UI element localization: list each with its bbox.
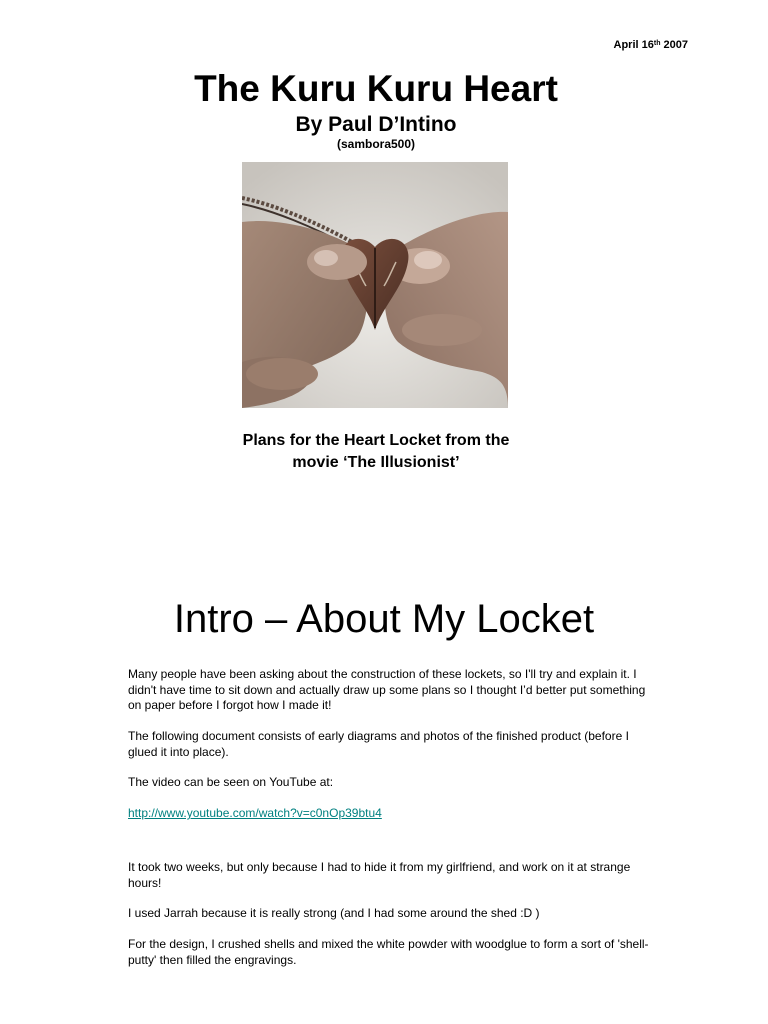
caption-line-1: Plans for the Heart Locket from the: [242, 432, 510, 449]
photo-caption: [184, 430, 568, 474]
intro-paragraph-2: The following document consists of early diagrams and photos of the finished product (before I glued it into place).: [128, 729, 629, 759]
author-handle: (sambora500): [336, 137, 416, 151]
section-heading: Intro – About My Locket: [173, 597, 595, 641]
document-author: By Paul D’Intino: [295, 113, 457, 136]
document-date: [614, 38, 689, 52]
photo-hands-holding-heart-locket-icon: [242, 162, 508, 408]
intro-paragraph-6: I used Jarrah because it is really strong (and I had some around the shed :D ): [128, 906, 540, 920]
date-year: 2007: [660, 39, 688, 51]
document-title: The Kuru Kuru Heart: [194, 68, 558, 109]
intro-paragraph-5: It took two weeks, but only because I had to hide it from my girlfriend, and work on it at strange hours!: [128, 860, 631, 890]
locket-photo: [242, 162, 508, 408]
caption-line-2: movie ‘The Illusionist’: [292, 454, 460, 471]
date-ordinal: th: [653, 40, 661, 47]
youtube-link-paragraph: [128, 806, 658, 822]
date-day: April 16: [613, 39, 654, 51]
intro-paragraph-7: For the design, I crushed shells and mixed the white powder with woodglue to form a sort of 'shell-putty' then filled the engravings.: [128, 937, 649, 967]
youtube-link[interactable]: http://www.youtube.com/watch?v=c0nOp39btu4: [128, 806, 382, 820]
intro-paragraph-1: Many people have been asking about the construction of these lockets, so I'll try and explain it. I didn't have time to sit down and actually draw up some plans so I thought I’d better put something on paper before I forgot how I made it!: [128, 667, 646, 712]
intro-paragraph-3: The video can be seen on YouTube at:: [128, 775, 334, 789]
